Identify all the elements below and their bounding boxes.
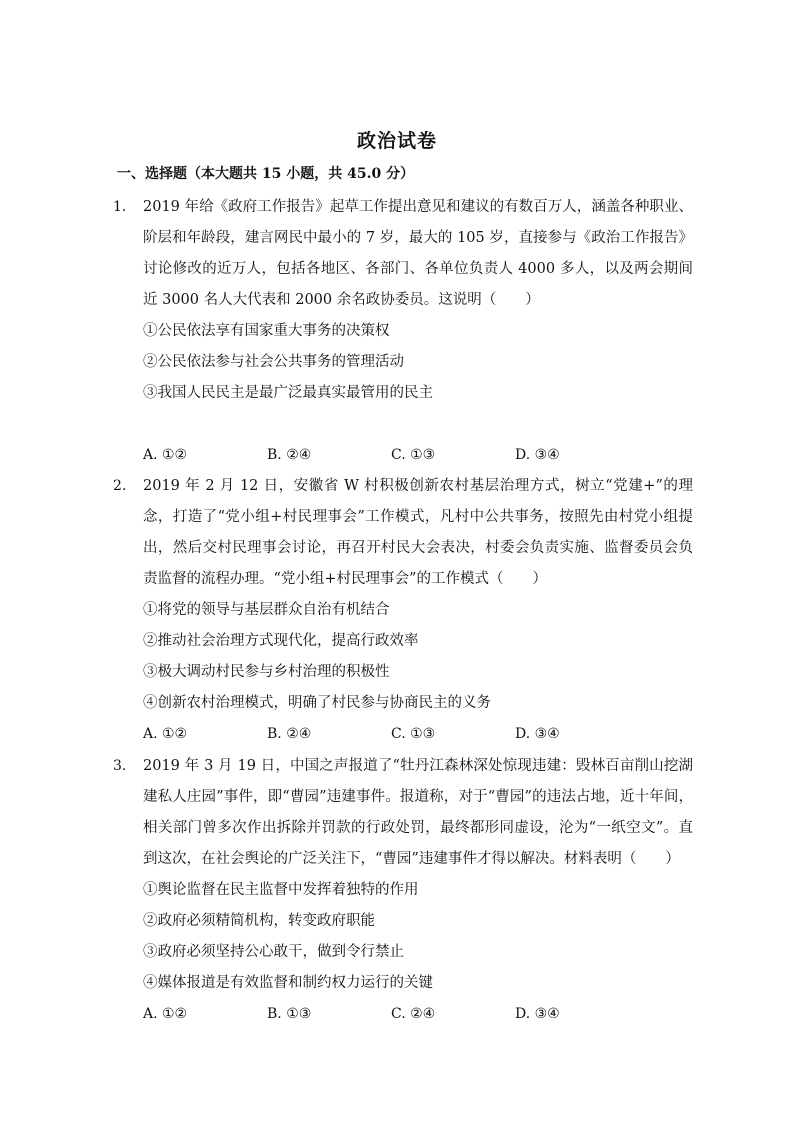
question-3 — [113, 751, 693, 1030]
option-b[interactable]: B. ②④ — [267, 447, 312, 463]
statement: ③极大调动村民参与乡村治理的积极性 — [143, 664, 390, 680]
question-stem: 2019 年给《政府工作报告》起草工作提出意见和建议的有数百万人，涵盖各种职业、阶层和年龄段，建言网民中最小的 7 岁，最大的 105 岁，直接参与《政治工作报告》讨论修改的近万人，包括各地区、各部门、各单位负责人 4000 多人，以及两会期间近 3000 名人大代表和 2000 余名政协委员。这说明（ ） — [143, 199, 693, 308]
statement: ③我国人民民主是最广泛最真实最管用的民主 — [143, 385, 433, 401]
option-a[interactable]: A. ①② — [143, 1006, 188, 1022]
question-2 — [113, 471, 693, 750]
statement: ④创新农村治理模式，明确了村民参与协商民主的义务 — [143, 695, 491, 711]
question-number: 1. — [113, 199, 127, 215]
option-d[interactable]: D. ③④ — [515, 1006, 560, 1022]
statement: ①将党的领导与基层群众自治有机结合 — [143, 602, 390, 618]
answer-options — [143, 440, 693, 471]
option-d[interactable]: D. ③④ — [515, 447, 560, 463]
option-d[interactable]: D. ③④ — [515, 726, 560, 742]
question-1 — [113, 192, 693, 471]
question-stem: 2019 年 3 月 19 日，中国之声报道了“牡丹江森林深处惊现违建：毁林百亩削山挖湖建私人庄园”事件，即“曹园”违建事件。报道称，对于“曹园”的违法占地，近十年间，相关部门曾多次作出拆除并罚款的行政处罚，最终都形同虚设，沦为“一纸空文”。直到这次，在社会舆论的广泛关注下，“曹园”违建事件才得以解决。材料表明（ ） — [143, 758, 693, 867]
blank-line — [113, 409, 693, 440]
statement: ③政府必须坚持公心敢干，做到令行禁止 — [143, 944, 404, 960]
page-title: 政治试卷 — [356, 130, 437, 152]
section-header: 一、选择题（本大题共 15 小题，共 45.0 分） — [117, 166, 415, 182]
statement: ②公民依法参与社会公共事务的管理活动 — [143, 354, 404, 370]
option-c[interactable]: C. ①③ — [391, 726, 436, 742]
statement: ①舆论监督在民主监督中发挥着独特的作用 — [143, 882, 419, 898]
question-number: 3. — [113, 758, 127, 774]
answer-options — [143, 719, 693, 750]
option-a[interactable]: A. ①② — [143, 447, 188, 463]
option-b[interactable]: B. ②④ — [267, 726, 312, 742]
answer-options — [143, 999, 693, 1030]
question-number: 2. — [113, 478, 127, 494]
option-c[interactable]: C. ①③ — [391, 447, 436, 463]
option-b[interactable]: B. ①③ — [267, 1006, 312, 1022]
statement: ④媒体报道是有效监督和制约权力运行的关键 — [143, 975, 433, 991]
question-stem: 2019 年 2 月 12 日，安徽省 W 村积极创新农村基层治理方式，树立“党建+”的理念，打造了“党小组+村民理事会”工作模式，凡村中公共事务，按照先由村党小组提出，然后交村民理事会讨论，再召开村民大会表决，村委会负责实施、监督委员会负责监督的流程办理。“党小组+村民理事会”的工作模式（ ） — [143, 478, 693, 587]
statement: ②推动社会治理方式现代化，提高行政效率 — [143, 633, 419, 649]
option-a[interactable]: A. ①② — [143, 726, 188, 742]
option-c[interactable]: C. ②④ — [391, 1006, 436, 1022]
statement: ①公民依法享有国家重大事务的决策权 — [143, 323, 390, 339]
statement: ②政府必须精简机构，转变政府职能 — [143, 913, 375, 929]
